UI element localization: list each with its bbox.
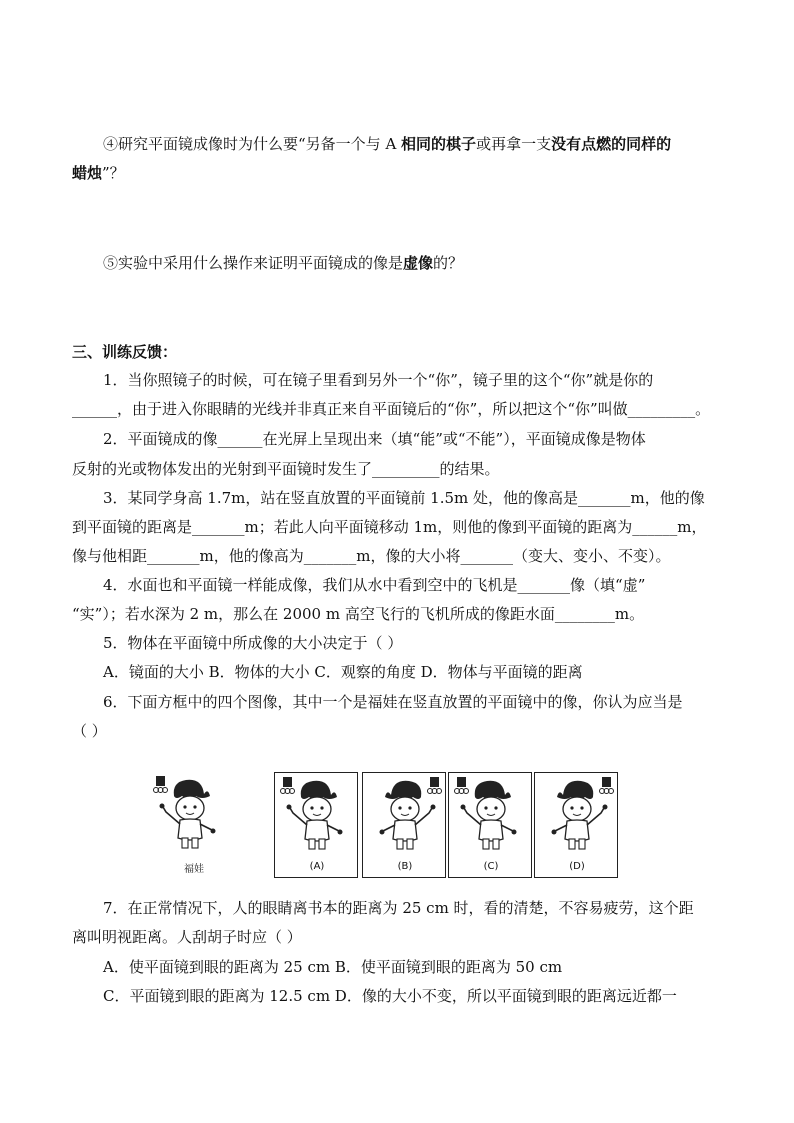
item2-line2: 反射的光或物体发出的光射到平面镜时发生了_________的结果。 <box>72 460 500 478</box>
item1-line1: 1．当你照镜子的时候，可在镜子里看到另外一个“你”，镜子里的这个“你”就是你的 <box>103 371 654 389</box>
panel-d <box>534 772 618 878</box>
q4-bold-a: 相同的棋子 <box>401 135 477 153</box>
fuwa-d-image <box>537 775 617 855</box>
item6-line1: 6．下面方框中的四个图像，其中一个是福娃在竖直放置的平面镜中的像，你认为应当是 <box>103 693 683 711</box>
fuwa-figure <box>150 770 620 882</box>
item4-line2: “实”）；若水深为 2 m，那么在 2000 m 高空飞行的飞机所成的像距水面________m。 <box>72 605 645 623</box>
q5-text-c: 的？ <box>433 254 464 272</box>
item6-line2: （ ） <box>72 722 107 740</box>
item4-line1: 4．水面也和平面镜一样能成像，我们从水中看到空中的飞机是_______像（填“虚” <box>103 576 646 594</box>
item1-line2: ______，由于进入你眼睛的光线并非真正来自平面镜后的“你”，所以把这个“你”叫做_________。 <box>72 400 711 418</box>
item3-line1: 3．某同学身高 1.7m，站在竖直放置的平面镜前 1.5m 处，他的像高是_______m，他的像 <box>103 489 705 507</box>
fuwa-b-image <box>365 775 445 855</box>
item3-line2: 到平面镜的距离是_______m；若此人向平面镜移动 1m，则他的像到平面镜的距离为______m， <box>72 518 707 536</box>
item3-line3: 像与他相距_______m，他的像高为_______m，像的大小将_______（变大、变小、不变）。 <box>72 547 671 565</box>
q4-text-d: ”？ <box>102 164 125 182</box>
panel-b <box>362 772 446 878</box>
caption-b: (B) <box>397 861 413 872</box>
q4-bold-c: 蜡烛 <box>72 164 103 182</box>
item7-line2: 离叫明视距离。人刮胡子时应（ ） <box>72 928 302 946</box>
caption-a: (A) <box>309 861 325 872</box>
caption-c: (C) <box>483 861 499 872</box>
caption-d: (D) <box>569 861 585 872</box>
q5-line <box>103 253 463 273</box>
item5-line1: 5．物体在平面镜中所成像的大小决定于（ ） <box>103 634 403 652</box>
item7-options-cd: C．平面镜到眼的距离为 12.5 cm D．像的大小不变，所以平面镜到眼的距离远近都一 <box>103 987 677 1005</box>
caption-original: 福娃 <box>184 864 204 875</box>
q4-line1 <box>103 134 671 154</box>
fuwa-a-image <box>277 775 357 855</box>
item2-line1: 2．平面镜成的像______在光屏上呈现出来（填“能”或“不能”），平面镜成像是物体 <box>103 430 646 448</box>
panel-a <box>274 772 358 878</box>
q4-text-a: ④研究平面镜成像时为什么要“另备一个与 A <box>103 135 402 153</box>
fuwa-original-image <box>150 774 230 854</box>
q5-bold: 虚像 <box>403 254 434 272</box>
fuwa-c-image <box>451 775 531 855</box>
item5-options: A．镜面的大小 B．物体的大小 C．观察的角度 D．物体与平面镜的距离 <box>103 663 583 681</box>
q4-bold-b: 没有点燃的同样的 <box>551 135 672 153</box>
section-title: 三、训练反馈： <box>72 343 178 361</box>
q4-text-c: 或再拿一支 <box>476 135 552 153</box>
item7-line1: 7．在正常情况下，人的眼睛离书本的距离为 25 cm 时，看的清楚，不容易疲劳，这个距 <box>103 899 694 917</box>
q4-line2 <box>72 163 125 183</box>
q5-text-a: ⑤实验中采用什么操作来证明平面镜成的像是 <box>103 254 404 272</box>
item7-options-ab: A．使平面镜到眼的距离为 25 cm B．使平面镜到眼的距离为 50 cm <box>103 958 563 976</box>
panel-c <box>448 772 532 878</box>
